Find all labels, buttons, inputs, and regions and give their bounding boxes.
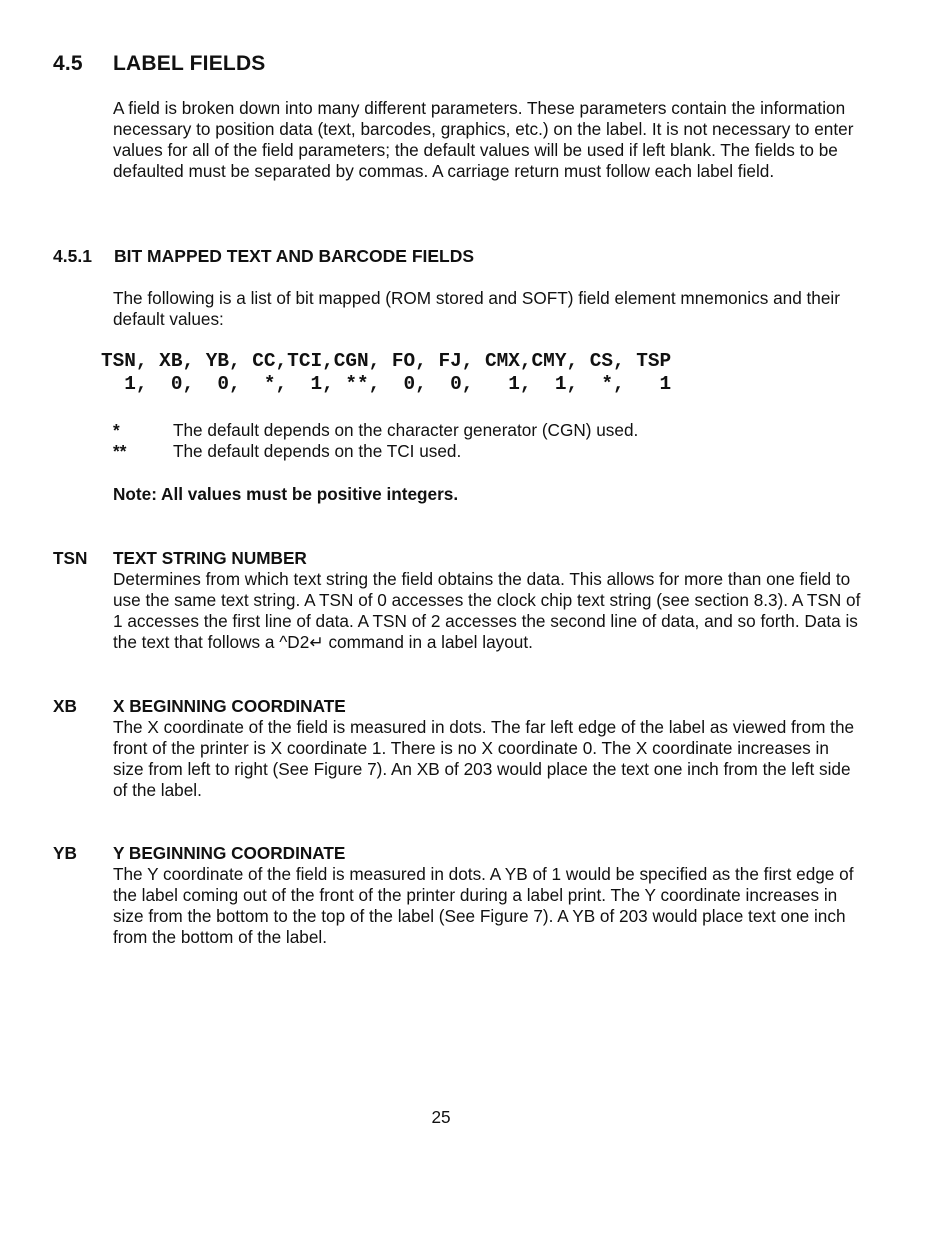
subsection-title: BIT MAPPED TEXT AND BARCODE FIELDS [114,246,475,266]
page-number: 25 [431,1107,451,1127]
section-title: LABEL FIELDS [113,52,266,75]
field-description-xb: The X coordinate of the field is measured in dots. The far left edge of the label as viewed from the front of the printer is X coordinate 1. There is no X coordinate 0. The X coordinate increases in size from left to right (See Figure 7). An XB of 203 would place the text one inch from the left side of the label. [113,717,855,800]
positive-integers-note: Note: All values must be positive integers. [113,484,459,504]
field-abbr-tsn: TSN [53,548,88,568]
footnote [113,441,461,462]
footnote-mark: ** [113,441,127,461]
footnote [113,420,638,441]
section-intro: A field is broken down into many different parameters. These parameters contain the information necessary to position data (text, barcodes, graphics, etc.) on the label. It is not necessary to enter values for all of the field parameters; the default values will be used if left blank. The fields to be defaulted must be separated by commas. A carriage return must follow each label field. [113,98,854,181]
mnemonics-line: TSN, XB, YB, CC,TCI,CGN, FO, FJ, CMX,CMY, CS, TSP [101,350,672,372]
field-title-yb: Y BEGINNING COORDINATE [113,843,346,863]
subsection-intro: The following is a list of bit mapped (ROM stored and SOFT) field element mnemonics and their default values: [113,288,840,329]
field-description-tsn: Determines from which text string the field obtains the data. This allows for more than one field to use the same text string. A TSN of 0 accesses the clock chip text string (see section 8.3). A TSN of 1 accesses the first line of data. A TSN of 2 accesses the second line of data, and so forth. Data is the text that follows a ^D2↵ command in a label layout. [113,569,861,652]
defaults-line: 1, 0, 0, *, 1, **, 0, 0, 1, 1, *, 1 [101,373,672,395]
field-abbr-yb: YB [53,843,77,863]
footnote-text: The default depends on the TCI used. [173,441,462,461]
footnote-mark: * [113,420,120,440]
field-title-tsn: TEXT STRING NUMBER [113,548,307,568]
footnote-text: The default depends on the character generator (CGN) used. [173,420,639,440]
field-abbr-xb: XB [53,696,77,716]
field-description-yb: The Y coordinate of the field is measured in dots. A YB of 1 would be specified as the first edge of the label coming out of the front of the printer during a label print. The Y coordinate increases in size from the bottom to the top of the label (See Figure 7). A YB of 203 would place text one inch from the bottom of the label. [113,864,854,947]
field-title-xb: X BEGINNING COORDINATE [113,696,346,716]
section-number: 4.5 [53,52,83,75]
subsection-number: 4.5.1 [53,246,92,266]
